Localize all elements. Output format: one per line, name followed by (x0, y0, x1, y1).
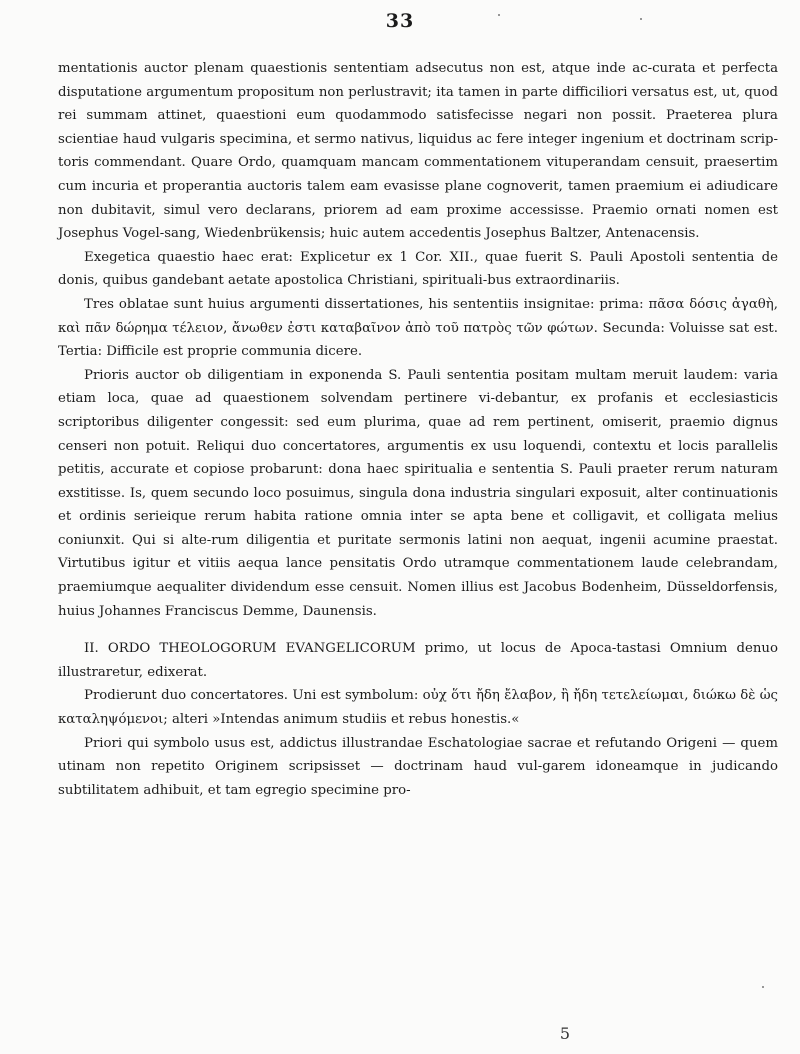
paragraph-ordo-theologorum: II. ORDO THEOLOGORUM EVANGELICORUM primo, ut locus de Apoca-tastasi Omnium denuo illustraretur, edixerat. (58, 641, 778, 680)
signature-mark: 5 (559, 1024, 571, 1043)
paper-speck (640, 18, 642, 20)
paragraph-competitors-symbols: Prodierunt duo concertatores. Uni est symbolum: οὐχ ὅτι ἤδη ἔλαβον, ἢ ἤδη τετελείωμαι, διώκω δὲ ὡς καταληψόμενοι; alteri »Intendas animum studiis et rebus honestis.« (58, 688, 778, 728)
paragraph-first-competitor: Priori qui symbolo usus est, addictus illustrandae Eschatologiae sacrae et refutando Origeni — quem utinam non repetito Originem scripsisset — doctrinam haud vul-garem idoneamque in judicando subtilitatem adhibuit, et tam egregio specimine pro- (58, 735, 778, 798)
paper-speck (498, 14, 500, 16)
body-text (58, 57, 778, 802)
paragraph-dissertations-mottos: Tres oblatae sunt huius argumenti dissertationes, his sententiis insignitae: prima: πᾶσα δόσις ἀγαθὴ, καὶ πᾶν δώρημα τέλειον, ἄνωθεν ἐστι καταβαῖνον ἀπὸ τοῦ πατρὸς τῶν φώτων. Secunda: Voluisse sat est. Tertia: Difficile est proprie communia dicere. (58, 296, 778, 360)
paragraph-authors-evaluation: Prioris auctor ob diligentiam in exponenda S. Pauli sententia positam multam meruit laudem: varia etiam loca, quae ad quaestionem solvendam pertinere vi-debantur, ex profanis et ecclesiasticis scriptoribus diligenter congessit: sed eum plurima, quae ad rem pertinent, omiserit, praemio dignus censeri non potuit. Reliqui duo concertatores, argumentis ex usu loquendi, contextu et locis parallelis petitis, accurate et copiose probarunt: dona haec spiritualia e sententia S. Pauli praeter rerum naturam exstitisse. Is, quem secundo loco posuimus, singula dona industria singulari exposuit, alter continuationis et ordinis serieique rerum habita ratione omnia inter se apta bene et colligavit, et colligata melius coniunxit. Qui si alte-rum diligentia et puritate sermonis latini non aequat, ingenii acumine praestat. Virtutibus igitur et vitiis aequa lance pensitatis Ordo utramque commentationem laude celebrandam, praemiumque aequaliter dividendum esse censuit. Nomen illius est Jacobus Bodenheim, Düsseldorfensis, huius Johannes Franciscus Demme, Daunensis. (58, 367, 778, 619)
paragraph-exegetical-question: Exegetica quaestio haec erat: Explicetur ex 1 Cor. XII., quae fuerit S. Pauli Apostoli sententia de donis, quibus gandebant aetate apostolica Christiani, spirituali-bus extraordinariis. (58, 249, 778, 289)
paragraph-prize-decision: mentationis auctor plenam quaestionis sententiam adsecutus non est, atque inde ac-curata et perfecta disputatione argumentum propositum non perlustravit; ita tamen in parte difficiliori versatus est, ut, quod rei summam attinet, quaestioni eum quodammodo satisfecisse negari non possit. Praeterea plura scientiae haud vulgaris specimina, et sermo nativus, liquidus ac fere integer ingenium et doctrinam scrip-toris commendant. Quare Ordo, quamquam mancam commentationem vituperandam censuit, praesertim cum incuria et properantia auctoris talem eam evasisse plane cognoverit, tamen praemium ei adiudicare non dubitavit, simul vero declarans, priorem ad eam proxime accessisse. Praemio ornati nomen est Josephus Vogel-sang, Wiedenbrükensis; huic autem accedentis Josephus Baltzer, Antenacensis. (58, 61, 778, 242)
page-number: 33 (385, 10, 415, 32)
paper-speck (762, 986, 764, 988)
